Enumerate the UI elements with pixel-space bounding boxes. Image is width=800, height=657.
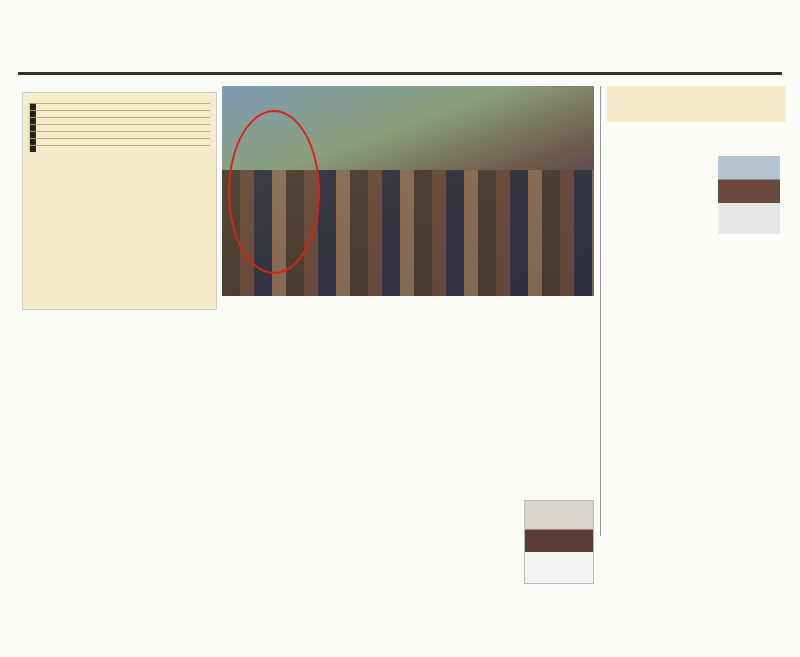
highlight-circle xyxy=(228,110,320,274)
headline xyxy=(18,6,782,68)
news-photo xyxy=(222,86,594,296)
highlight-item xyxy=(29,104,210,111)
highlight-item xyxy=(29,118,210,125)
highlights-box xyxy=(22,92,217,310)
sidebar-column xyxy=(606,160,786,536)
subhead xyxy=(408,498,518,528)
subhead xyxy=(222,492,402,522)
portrait-photo xyxy=(524,500,594,584)
photo-caption xyxy=(270,297,590,311)
sidebar-title xyxy=(607,86,786,122)
highlight-item xyxy=(29,132,210,139)
highlight-item xyxy=(29,111,210,118)
sidebar-column-continued xyxy=(606,540,786,650)
article-column-1 xyxy=(22,318,217,648)
highlight-item xyxy=(29,125,210,132)
highlight-item xyxy=(29,97,210,104)
headline-rule xyxy=(18,72,782,75)
highlight-item xyxy=(29,139,210,146)
article-column-3 xyxy=(408,318,594,648)
article-column-2 xyxy=(222,318,402,648)
